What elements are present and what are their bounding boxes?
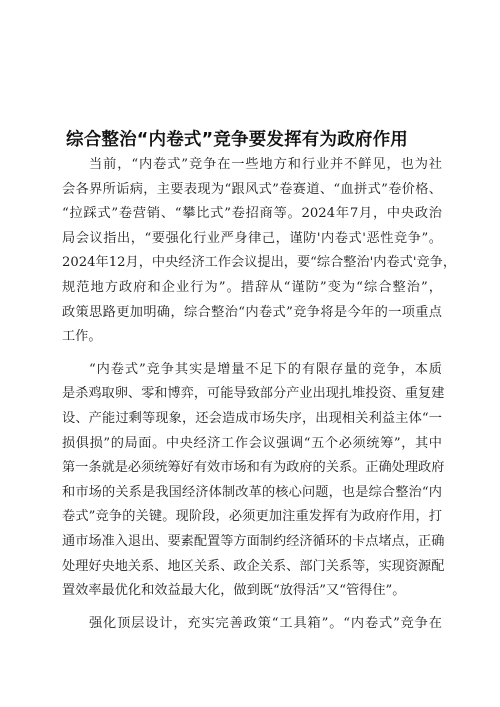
paragraph-line: “内卷式”竞争其实是增量不足下的有限存量的竞争，本质 — [89, 361, 442, 377]
paragraph-line: 置效率最优化和效益最大化，做到既“放得活”又“管得住”。 — [62, 583, 406, 599]
paragraph-line: 第一条就是必须统筹好有效市场和有为政府的关系。正确处理政府 — [62, 460, 445, 476]
paragraph-line: “拉踩式”卷营销、“攀比式”卷招商等。2024年7月，中央政治 — [62, 206, 442, 222]
paragraph-line: 当前，“内卷式”竞争在一些地方和行业并不鲜见，也为社 — [89, 157, 442, 172]
paragraph-line: 政策思路更加明确，综合整治“内卷式”竞争将是今年的一项重点 — [62, 304, 442, 320]
paragraph-line: 设、产能过剩等现象，还会造成市场失序，出现相关利益主体“一 — [62, 410, 442, 426]
paragraph-line: 强化顶层设计，充实完善政策“工具箱”。“内卷式”竞争在 — [89, 615, 442, 631]
paragraph-line: 2024年12月，中央经济工作会议提出，要“综合整治'内卷式'竞争， — [62, 255, 457, 271]
paragraph-line: 规范地方政府和企业行为”。措辞从“谨防”变为“综合整治”， — [62, 279, 442, 295]
paragraph-line: 会各界所诟病，主要表现为“跟风式”卷赛道、“血拼式”卷价格、 — [62, 181, 442, 197]
paragraph-line: 是杀鸡取卵、零和博弈，可能导致部分产业出现扎堆投资、重复建 — [62, 386, 445, 402]
paragraph-2 — [62, 358, 445, 604]
paragraph-1 — [62, 153, 457, 350]
article-title: 综合整治“内卷式”竞争要发挥有为政府作用 — [66, 130, 409, 150]
article-body — [62, 153, 457, 644]
paragraph-line: 工作。 — [62, 329, 102, 345]
paragraph-line: 和市场的关系是我国经济体制改革的核心问题，也是综合整治“内 — [62, 484, 442, 500]
paragraph-line: 处理好央地关系、地区关系、政企关系、部门关系等，实现资源配 — [62, 558, 445, 574]
paragraph-line: 损俱损”的局面。中央经济工作会议强调“五个必须统筹”，其中 — [62, 435, 442, 451]
paragraph-3 — [62, 612, 442, 637]
paragraph-line: 卷式”竞争的关键。现阶段，必须更加注重发挥有为政府作用，打 — [62, 509, 442, 525]
paragraph-line: 通市场准入退出、要素配置等方面制约经济循环的卡点堵点，正确 — [62, 533, 445, 549]
paragraph-line: 局会议指出，“要强化行业严身律己，谨防'内卷式'恶性竞争”。 — [62, 230, 442, 246]
